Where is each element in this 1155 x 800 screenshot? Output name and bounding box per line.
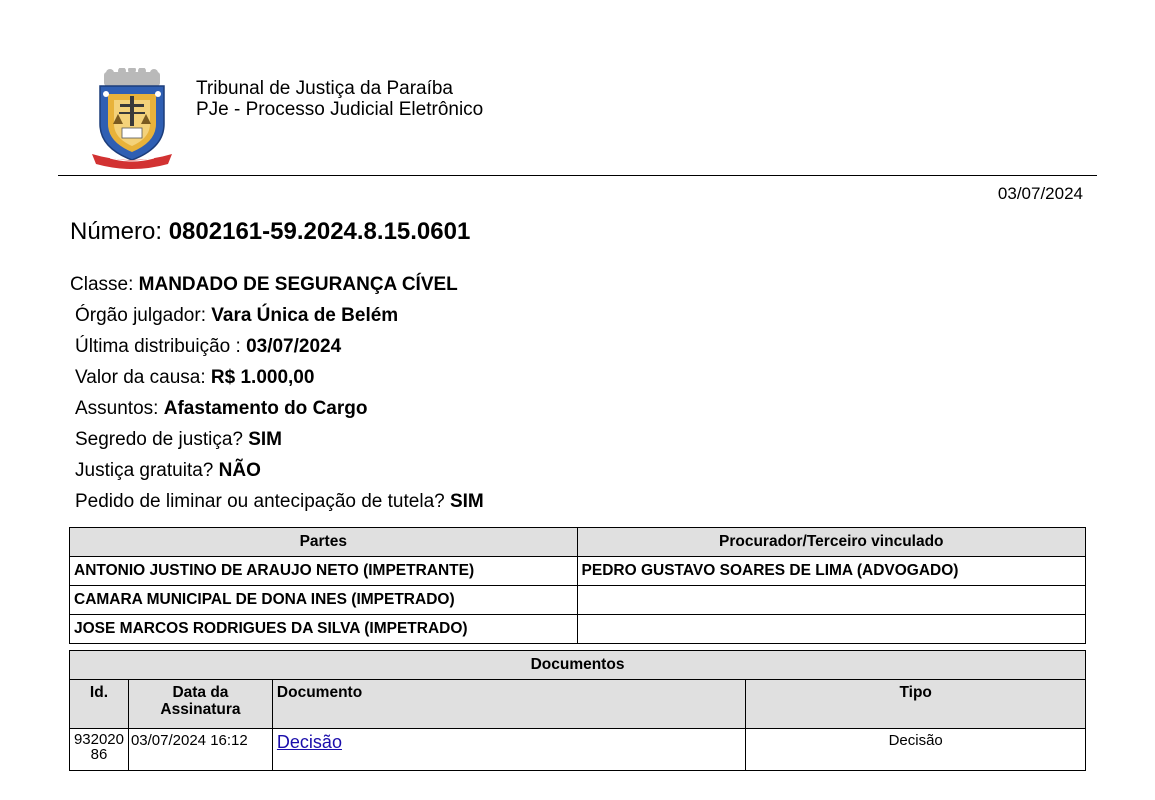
id-header: Id.: [70, 680, 129, 729]
doc-id-cell: 93202086: [70, 729, 129, 771]
field-value: NÃO: [218, 460, 261, 481]
process-fields: [70, 272, 484, 520]
field-label: Última distribuição :: [75, 336, 241, 357]
process-number-label: Número:: [70, 218, 163, 245]
process-number: [70, 218, 470, 246]
field-value: 03/07/2024: [246, 336, 342, 357]
field-value: MANDADO DE SEGURANÇA CÍVEL: [138, 274, 458, 295]
parte-cell: CAMARA MUNICIPAL DE DONA INES (IMPETRADO): [70, 586, 578, 615]
partes-header-row: [70, 528, 1086, 557]
decisao-document-link[interactable]: Decisão: [276, 732, 342, 752]
field-label: Justiça gratuita?: [75, 460, 214, 481]
tipo-header: Tipo: [746, 680, 1086, 729]
field-pedido-liminar: [70, 489, 484, 520]
data-assinatura-header: Data da Assinatura: [128, 680, 272, 729]
parte-cell: JOSE MARCOS RODRIGUES DA SILVA (IMPETRADO): [70, 615, 578, 644]
process-number-value: 0802161-59.2024.8.15.0601: [168, 218, 471, 245]
documentos-title-row: [70, 651, 1086, 680]
table-row: [70, 586, 1086, 615]
system-name: PJe - Processo Judicial Eletrônico: [196, 99, 484, 120]
table-row: [70, 615, 1086, 644]
print-date: 03/07/2024: [997, 184, 1083, 203]
documento-header: Documento: [272, 680, 745, 729]
doc-type-cell: Decisão: [746, 729, 1086, 771]
field-label: Órgão julgador:: [75, 305, 206, 326]
documentos-title: Documentos: [70, 651, 1086, 680]
field-value: SIM: [248, 429, 283, 450]
partes-table: [69, 527, 1086, 644]
field-label: Classe:: [70, 274, 134, 295]
procurador-header: Procurador/Terceiro vinculado: [577, 528, 1085, 557]
table-row: [70, 557, 1086, 586]
field-justica-gratuita: [70, 458, 484, 489]
field-value: Afastamento do Cargo: [163, 398, 368, 419]
header-divider: [58, 175, 1097, 176]
org-name: Tribunal de Justiça da Paraíba: [196, 78, 454, 99]
parte-cell: ANTONIO JUSTINO DE ARAUJO NETO (IMPETRANTE): [70, 557, 578, 586]
procurador-cell: [577, 586, 1085, 615]
field-orgao-julgador: [70, 303, 484, 334]
doc-date-cell: 03/07/2024 16:12: [128, 729, 272, 771]
field-value: R$ 1.000,00: [210, 367, 315, 388]
documentos-header-row: [70, 680, 1086, 729]
field-classe: [70, 272, 484, 303]
org-header: [196, 78, 483, 120]
table-row: [70, 729, 1086, 771]
procurador-cell: [577, 615, 1085, 644]
field-value: Vara Única de Belém: [211, 305, 399, 326]
field-assuntos: [70, 396, 484, 427]
doc-name-cell: [272, 729, 745, 771]
tjpb-coat-of-arms-icon: [90, 68, 174, 172]
field-segredo-justica: [70, 427, 484, 458]
field-label: Assuntos:: [75, 398, 159, 419]
field-label: Valor da causa:: [75, 367, 206, 388]
documentos-table: [69, 650, 1086, 771]
procurador-cell: PEDRO GUSTAVO SOARES DE LIMA (ADVOGADO): [577, 557, 1085, 586]
field-label: Segredo de justiça?: [75, 429, 243, 450]
field-label: Pedido de liminar ou antecipação de tutela?: [75, 491, 445, 512]
field-value: SIM: [449, 491, 484, 512]
partes-header: Partes: [70, 528, 578, 557]
field-ultima-distribuicao: [70, 334, 484, 365]
field-valor-causa: [70, 365, 484, 396]
